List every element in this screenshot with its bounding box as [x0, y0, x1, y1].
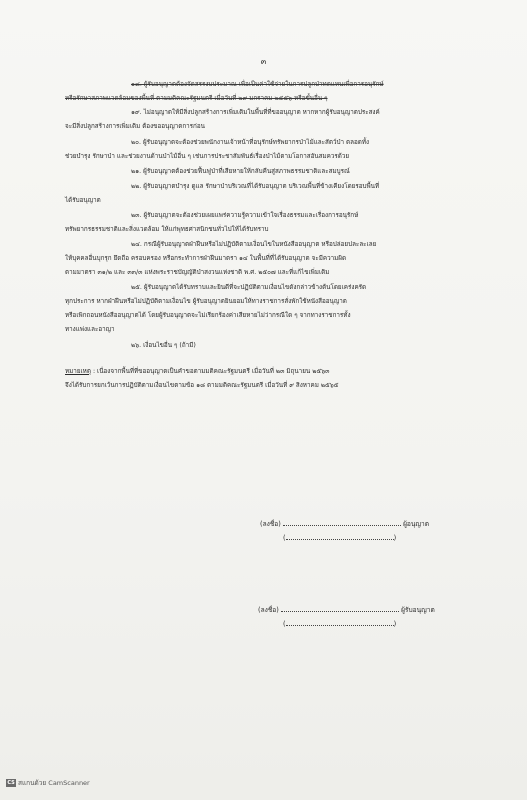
- name-licensor: [283, 533, 396, 542]
- signature-licensor: [260, 518, 429, 529]
- note-text-1: : เนื่องจากพื้นที่ที่ขออนุญาตเป็นคำขอตามมติคณะรัฐมนตรี เมื่อวันที่ ๒๓ มิถุนายน ๒๕๖๓: [92, 368, 330, 375]
- condition-line: หรือรักษาสภาพแวดล้อมของพื้นที่ ตามมติคณะรัฐมนตรี เมื่อวันที่ ๒๙ มกราคม ๒๕๕๖ หรือขั้นอื่น ๆ: [65, 95, 328, 102]
- name-dotted-line: [286, 619, 394, 626]
- signature-role: ผู้อนุญาต: [403, 520, 429, 528]
- condition-line: ๒๖. เงื่อนไขอื่น ๆ (ถ้ามี): [131, 342, 196, 349]
- watermark-text: สแกนด้วย CamScanner: [18, 779, 90, 787]
- camscanner-logo-icon: CS: [7, 780, 15, 786]
- signature-licensee: [258, 604, 435, 615]
- condition-line: ๒๓. ผู้รับอนุญาตจะต้องช่วยเผยแพร่ความรู้ความเข้าใจเรื่องธรรมและเรื่องการอนุรักษ์: [131, 212, 359, 219]
- paren-open: (: [283, 534, 286, 542]
- condition-line: จะมีสิ่งปลูกสร้างการเพิ่มเติม ต้องขออนุญาตการก่อน: [65, 123, 205, 130]
- condition-line: ทุกประการ หากฝ่าฝืนหรือไม่ปฏิบัติตามเงื่อนไข ผู้รับอนุญาตยินยอมให้ทางราชการสั่งพักใช้หนังสืออนุญาต: [65, 298, 347, 305]
- sign-label: (ลงชื่อ): [260, 520, 281, 528]
- condition-line: ๑๘. ผู้รับอนุญาตต้องจัดสรรงบประมาณ เพื่อเป็นค่าใช้จ่ายในการปลูกป่าทดแทนเพื่อการอนุรักษ์: [131, 81, 384, 88]
- signature-role: ผู้รับอนุญาต: [401, 606, 435, 614]
- paren-close: ): [393, 620, 397, 628]
- condition-line: ให้บุคคลอื่นบุกรุก ยึดถือ ครอบครอง หรือกระทำการฝ่าฝืนมาตรา ๑๔ ในพื้นที่ที่ได้รับอนุญาต จะมีความผิด: [65, 255, 347, 262]
- name-licensee: [283, 619, 396, 628]
- condition-line: ๒๕. ผู้รับอนุญาตได้รับทราบและยินดีที่จะปฏิบัติตามเงื่อนไขดังกล่าวข้างต้นโดยเคร่งครัด: [131, 284, 367, 291]
- condition-line: ทรัพยากรธรรมชาติและสิ่งแวดล้อม ให้แก่พุทธศาสนิกชนทั่วไปให้ได้รับทราบ: [65, 226, 269, 233]
- condition-line: ๑๙. ไม่อนุญาตให้มีสิ่งปลูกสร้างการเพิ่มเติมในพื้นที่ที่ขออนุญาต หากหากผู้รับอนุญาตประสงค์: [131, 109, 380, 116]
- condition-line: ๒๐. ผู้รับอนุญาตจะต้องช่วยพนักงานเจ้าหน้าที่อนุรักษ์ทรัพยากรป่าไม้และสัตว์ป่า ตลอดทั้ง: [131, 139, 370, 146]
- signature-dotted-line: [281, 605, 399, 612]
- paren-close: ): [393, 534, 397, 542]
- note-label: หมายเหตุ: [65, 368, 91, 375]
- condition-line: ช่วยบำรุง รักษาป่า และช่วยงานด้านป่าไม้อื่น ๆ เช่นการประชาสัมพันธ์เรื่องป่าไม้ตามโอกาสอันสมควรด้วย: [65, 153, 350, 160]
- condition-line: ๒๑. ผู้รับอนุญาตต้องช่วยฟื้นฟูป่าที่เสียหายให้กลับคืนสู่สภาพธรรมชาติและสมบูรณ์: [131, 168, 350, 175]
- note-line-1: [65, 368, 329, 376]
- page-number: ๓: [260, 57, 267, 66]
- condition-line: ทางแพ่งและอาญา: [65, 326, 115, 333]
- sign-label: (ลงชื่อ): [258, 606, 279, 614]
- paren-open: (: [283, 620, 286, 628]
- condition-line: ๒๔. กรณีผู้รับอนุญาตฝ่าฝืนหรือไม่ปฏิบัติตามเงื่อนไขในหนังสืออนุญาต หรือปล่อยปละละเลย: [131, 241, 377, 248]
- scanner-watermark: [6, 778, 90, 788]
- condition-line: ได้รับอนุญาต: [65, 197, 101, 204]
- condition-line: ตามมาตรา ๓๑/๒ และ ๓๓/๓ แห่งพระราชบัญญัติป่าสงวนแห่งชาติ พ.ศ. ๒๕๐๗ และที่แก้ไขเพิ่มเติม: [65, 269, 330, 276]
- condition-line: หรือเพิกถอนหนังสืออนุญาตได้ โดยผู้รับอนุญาตจะไม่เรียกร้องค่าเสียหายไม่ว่ากรณีใด ๆ จากทางราชการทั้ง: [65, 312, 351, 319]
- name-dotted-line: [286, 533, 394, 540]
- condition-line: ๒๒. ผู้รับอนุญาตบำรุง ดูแล รักษาป่าบริเวณที่ได้รับอนุญาต บริเวณพื้นที่ข้างเคียงโดยรอบพื้นที่: [131, 183, 380, 190]
- note-line-2: จึงได้รับการยกเว้นการปฏิบัติตามเงื่อนไขตามข้อ ๑๘ ตามมติคณะรัฐมนตรี เมื่อวันที่ ๙ สิงหาคม ๒๕๖๕: [65, 382, 339, 389]
- signature-dotted-line: [283, 519, 401, 526]
